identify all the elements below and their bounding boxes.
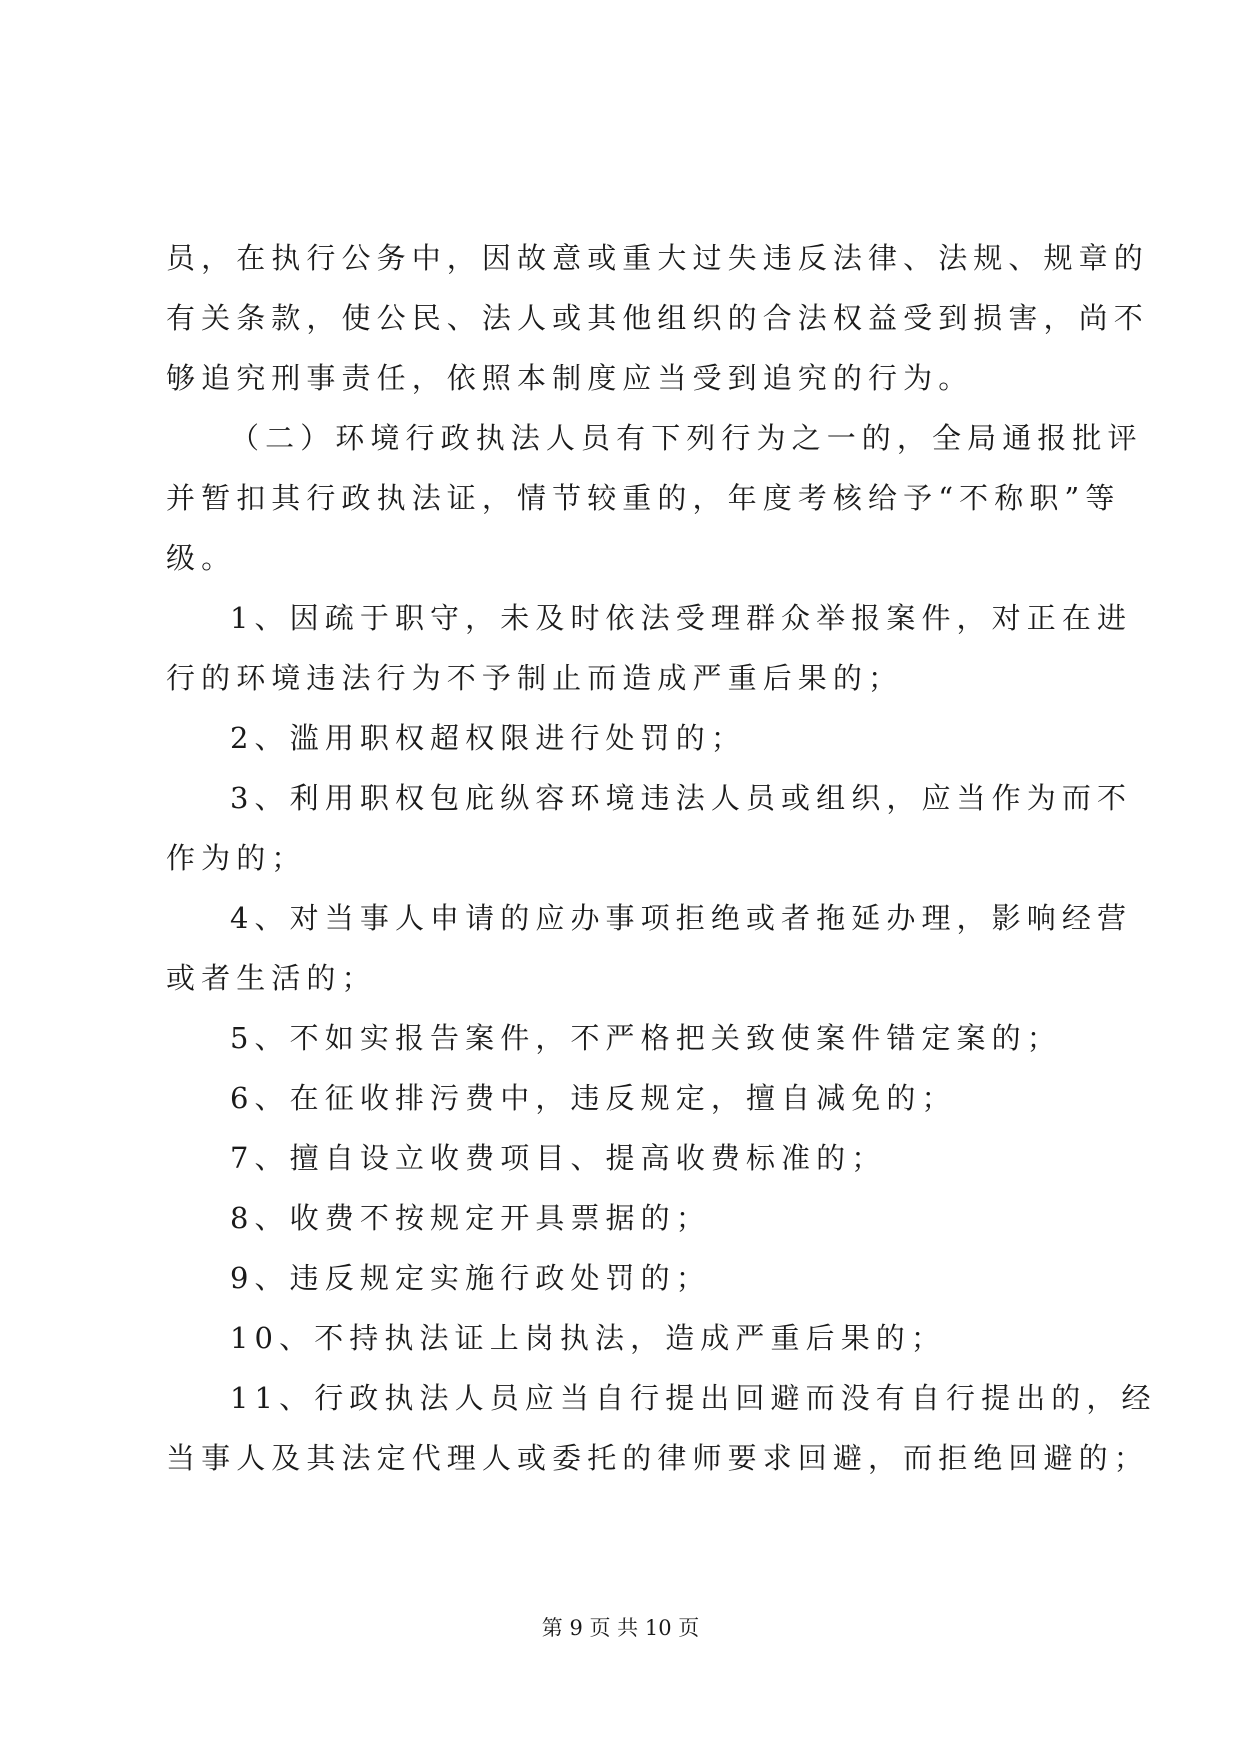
text-line: 10、不持执法证上岗执法，造成严重后果的； xyxy=(230,1321,947,1355)
text-line: 当事人及其法定代理人或委托的律师要求回避，而拒绝回避的； xyxy=(166,1441,1149,1475)
text-line: 7、擅自设立收费项目、提高收费标准的； xyxy=(230,1141,887,1175)
text-line: 员，在执行公务中，因故意或重大过失违反法律、法规、规章的 xyxy=(166,241,1149,275)
text-line: 1、因疏于职守，未及时依法受理群众举报案件，对正在进 xyxy=(230,601,1133,635)
text-line: 11、行政执法人员应当自行提出回避而没有自行提出的，经 xyxy=(230,1381,1157,1415)
text-line: 级。 xyxy=(166,541,237,575)
page-number-footer: 第 9 页 共 10 页 xyxy=(541,1616,700,1640)
text-line: 2、滥用职权超权限进行处罚的； xyxy=(230,721,746,755)
text-line: 9、违反规定实施行政处罚的； xyxy=(230,1261,711,1295)
text-line: 作为的； xyxy=(166,841,307,875)
text-line: 6、在征收排污费中，违反规定，擅自减免的； xyxy=(230,1081,957,1115)
text-line: 够追究刑事责任，依照本制度应当受到追究的行为。 xyxy=(166,361,974,395)
text-line: 并暂扣其行政执法证，情节较重的，年度考核给予“不称职”等 xyxy=(166,481,1121,515)
text-line: （二）环境行政执法人员有下列行为之一的，全局通报批评 xyxy=(230,421,1143,455)
body-text xyxy=(166,228,1157,1488)
text-line: 行的环境违法行为不予制止而造成严重后果的； xyxy=(166,661,904,695)
text-line: 或者生活的； xyxy=(166,961,377,995)
text-line: 8、收费不按规定开具票据的； xyxy=(230,1201,711,1235)
text-line: 4、对当事人申请的应办事项拒绝或者拖延办理，影响经营 xyxy=(230,901,1133,935)
text-line: 有关条款，使公民、法人或其他组织的合法权益受到损害，尚不 xyxy=(166,301,1149,335)
text-line: 3、利用职权包庇纵容环境违法人员或组织，应当作为而不 xyxy=(230,781,1133,815)
text-line: 5、不如实报告案件，不严格把关致使案件错定案的； xyxy=(230,1021,1062,1055)
